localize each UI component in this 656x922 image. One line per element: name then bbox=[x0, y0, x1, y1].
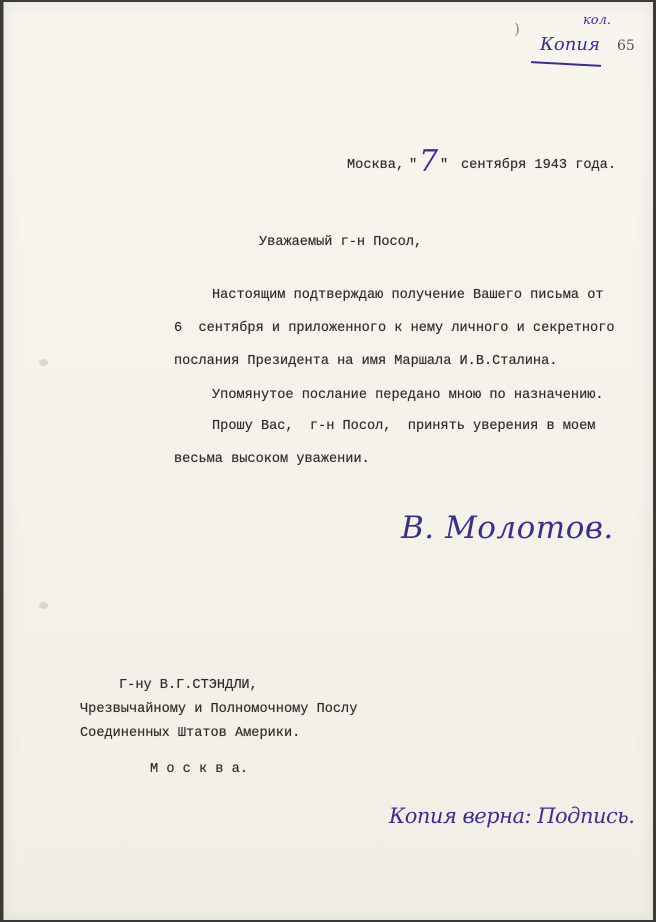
document-page bbox=[3, 2, 653, 920]
page-number: 65 bbox=[617, 38, 635, 54]
addressee-title: Чрезвычайному и Полномочному Послу bbox=[80, 702, 358, 717]
copy-mark-small: кол. bbox=[583, 13, 611, 28]
date-quote-open: " bbox=[409, 158, 418, 173]
body-line: весьма высоком уважении. bbox=[174, 452, 370, 467]
addressee-city: М о с к в а. bbox=[150, 762, 248, 777]
salutation: Уважаемый г-н Посол, bbox=[259, 235, 423, 250]
certified-copy-note: Копия верна: Подпись. bbox=[389, 804, 635, 828]
body-line: 6 сентября и приложенного к нему личного и секретного bbox=[174, 321, 615, 336]
date-rest: сентября 1943 года. bbox=[461, 158, 616, 173]
date-quote-close: " bbox=[440, 158, 449, 173]
body-line: послания Президента на имя Маршала И.В.Сталина. bbox=[174, 354, 558, 369]
addressee-name: Г-ну В.Г.СТЭНДЛИ, bbox=[119, 678, 258, 693]
page-edge bbox=[3, 2, 4, 920]
faint-bracket-mark: ) bbox=[514, 20, 520, 38]
date-place: Москва, bbox=[347, 158, 405, 173]
addressee-country: Соединенных Штатов Америки. bbox=[80, 726, 301, 741]
signature: В. Молотов. bbox=[401, 510, 614, 546]
copy-mark: Копия bbox=[540, 34, 600, 55]
copy-mark-underline bbox=[531, 61, 601, 66]
date-day-handwritten: 7 bbox=[419, 144, 439, 179]
punch-hole bbox=[39, 359, 48, 366]
punch-hole bbox=[39, 602, 48, 609]
body-line: Прошу Вас, г-н Посол, принять уверения в моем bbox=[212, 419, 596, 434]
body-line: Упомянутое послание передано мною по назначению. bbox=[212, 388, 604, 403]
body-line: Настоящим подтверждаю получение Вашего письма от bbox=[212, 288, 604, 303]
